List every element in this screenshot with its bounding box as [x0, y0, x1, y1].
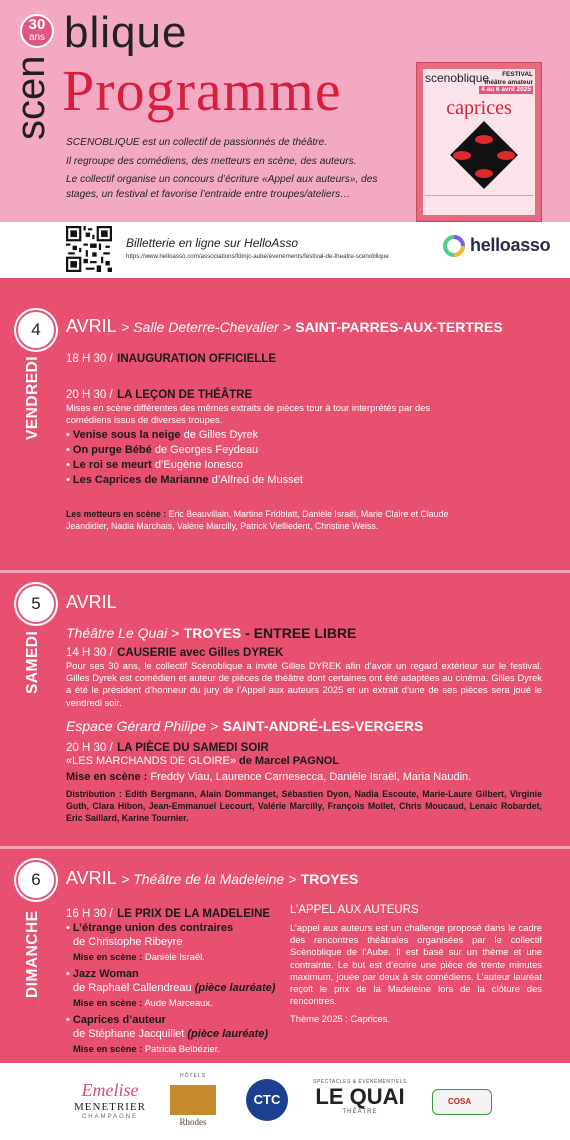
sponsor-line: SPECTACLES & ÉVÉNEMENTIELS [313, 1079, 407, 1085]
saturday-event-2 [66, 738, 269, 756]
venue-label: Théâtre Le Quai > [66, 625, 180, 641]
month-label: AVRIL [66, 592, 117, 612]
appel-description: L’appel aux auteurs est un challenge proposé dans le cadre des rencontres théâtrales organisées par le collectif Scènoblique de l’Aube. Il est basé sur un thème et une contrainte. Le but est d’écrire une pièce de trente minutes maximum, jouée par deux à six comédiens. L’auteur lauréat reçoit le prix de la Madeleine lors de la clôture des rencontres. [290, 922, 542, 1007]
badge-number: 30 [28, 16, 46, 33]
header [0, 0, 570, 222]
qr-code-icon[interactable] [66, 226, 112, 272]
theme-value: Caprices. [347, 1013, 391, 1024]
day-number-badge [16, 310, 56, 350]
sponsor-cosa-logo [428, 1073, 498, 1131]
play-author: de Stéphane Jacquillet [73, 1028, 188, 1040]
play-author: de Marcel PAGNOL [235, 755, 340, 767]
venue-label: > Salle Deterre-Chevalier > [121, 319, 291, 335]
play-author: d’Alfred de Musset [208, 474, 303, 486]
play-author: de Christophe Ribeyre [73, 936, 183, 948]
intro-line-2: Il regroupe des comédiens, des metteurs en scène, des auteurs. [66, 155, 357, 167]
day-number-badge [16, 860, 56, 900]
laureate-label: (pièce lauréate) [187, 1028, 269, 1040]
direction-label: Mise en scène : [66, 771, 148, 783]
play-item: • Le roi se meurt d’Eugène Ionesco [66, 459, 243, 471]
event-title: LA PIÈCE DU SAMEDI SOIR [117, 742, 269, 754]
play-title: «LES MARCHANDS DE GLOIRE» [66, 755, 236, 767]
page-title: Programme [62, 58, 342, 123]
town-label: SAINT-PARRES-AUX-TERTRES [295, 319, 503, 335]
saturday-header [66, 592, 117, 613]
event-time: 20 H 30 / [66, 742, 113, 754]
play-author-line [73, 982, 275, 994]
play-title: Les Caprices de Marianne [72, 474, 209, 486]
intro-line-1: SCENOBLIQUE est un collectif de passionnés de théâtre. [66, 137, 328, 148]
event-description: Pour ses 30 ans, le collectif Scènoblique a invité Gilles DYREK afin d’avoir un regard extérieur sur le festival. Gilles Dyrek est comédien et auteur de pièces de théâtre dont certaines ont été adaptées au cinéma. Gilles Dyrek a été le président d’honneur du jury de l’Appel aux auteurs 2025 et un extrait d’une de ses pièces sera joué le vendredi soir. [66, 660, 542, 708]
direction-name: Danièle Israël. [142, 951, 205, 962]
day-number: 4 [31, 320, 41, 339]
directors-label: Les metteurs en scène : [66, 509, 167, 519]
directors-names: Eric Beauvillain, Martine Fridblatt, Danièle Israël, Marie Claire et Claude Jeandidier, Nadia Marchais, Valérie Marcilly, Patrick Vielliedent, Christine Weiss. [66, 509, 449, 531]
direction-label: Mise en scène : [73, 1043, 143, 1054]
event-time: 16 H 30 / [66, 908, 113, 920]
play-item: • On purge Bébé de Georges Feydeau [66, 444, 259, 456]
poster-footer [425, 195, 533, 213]
play-title: Caprices d’auteur [72, 1014, 166, 1026]
friday-header [66, 316, 503, 337]
saturday-direction [66, 771, 471, 783]
sponsor-line: Rhodes [179, 1117, 207, 1127]
knight-icon [170, 1085, 216, 1115]
section-divider [0, 570, 570, 573]
play-title: On purge Bébé [72, 444, 152, 456]
program-section [0, 278, 570, 1063]
sponsor-line: Emelise [81, 1080, 139, 1100]
festival-poster [416, 62, 542, 222]
play-author: de Georges Feydeau [151, 444, 259, 456]
saturday-play [66, 755, 339, 767]
day-name: DIMANCHE [24, 910, 41, 998]
venue-label: Espace Gérard Philipe > [66, 718, 219, 734]
event-time: 14 H 30 / [66, 647, 113, 659]
town-label: SAINT-ANDRÉ-LES-VERGERS [222, 718, 424, 734]
play-author: d’Eugène Ionesco [151, 459, 243, 471]
ticketing-url-link[interactable]: https://www.helloasso.com/associations/fdmjc-aube/evenements/festival-de-theatre-scenoblique [126, 253, 389, 260]
play-author: de Raphaël Callendreau [73, 982, 195, 994]
play-direction [73, 951, 205, 962]
appel-title: L’APPEL AUX AUTEURS [290, 904, 419, 916]
ticketing-title: Billetterie en ligne sur HelloAsso [126, 236, 299, 250]
month-label: AVRIL [66, 868, 117, 888]
direction-name: Aude Marceaux. [142, 997, 213, 1008]
poster-festival: FESTIVAL [502, 71, 533, 78]
play-title: L’étrange union des contraires [72, 922, 234, 934]
play-title: Venise sous la neige [72, 429, 181, 441]
free-entry-label: - ENTREE LIBRE [241, 625, 357, 641]
lips-icon [453, 151, 471, 160]
sponsor-line: LE QUAI [315, 1084, 405, 1109]
play-title: Le roi se meurt [72, 459, 152, 471]
play-item: • Jazz Woman [66, 968, 139, 980]
sponsor-line: HÔTELS [179, 1073, 206, 1079]
event-title: LE PRIX DE LA MADELEINE [117, 908, 271, 920]
play-author-line [73, 1028, 268, 1040]
helloasso-logo-icon [442, 234, 466, 258]
play-item: • Venise sous la neige de Gilles Dyrek [66, 429, 259, 441]
friday-event-1 [66, 349, 276, 367]
cast-names: Edith Bergmann, Alain Dommanget, Sébastien Dyon, Nadia Escoute, Marie-Laure Gilbert, Virginie Guth, Clara Hibon, Jean-Emmanuel Lecourt, Valérie Marcilly, François Mollet, Chris Moucaud, Lenaic Robardet, Eric Saillard, Karine Tournier. [66, 789, 542, 823]
directors-list [66, 508, 486, 532]
direction-label: Mise en scène : [73, 997, 143, 1008]
play-title: Jazz Woman [72, 968, 139, 980]
direction-names: Freddy Viau, Laurence Carnesecca, Danièle Israël, Maria Naudin. [147, 771, 472, 783]
sponsor-line: MENETRIER [74, 1101, 146, 1113]
intro-line-3: Le collectif organise un concours d’écriture «Appel aux auteurs», des stages, un festival et favorise l’entraide entre troupes/ateliers… [66, 174, 378, 200]
event-time: 18 H 30 / [66, 353, 113, 365]
play-direction [73, 997, 213, 1008]
sponsor-line: CTC [246, 1079, 288, 1121]
intro-text [66, 136, 402, 206]
play-item: • L’étrange union des contraires [66, 922, 234, 934]
event-title: INAUGURATION OFFICIELLE [117, 353, 276, 365]
event-title: LA LEÇON DE THÉÂTRE [117, 389, 253, 401]
poster-subtitle: théâtre amateur [484, 78, 533, 86]
event-description: Mises en scène différentes des mêmes extraits de pièces tour à tour interprétés par des comédiens issus de diverses troupes. [66, 402, 431, 426]
laureate-label: (pièce lauréate) [194, 982, 276, 994]
sunday-header [66, 868, 358, 889]
poster-logo: scenoblique [425, 71, 490, 85]
event-guest: avec Gilles DYREK [176, 647, 284, 659]
venue-label: > Théâtre de la Madeleine > [121, 871, 297, 887]
sponsor-menetrier-logo [70, 1073, 150, 1131]
day-number: 6 [31, 870, 41, 889]
cast-label: Distribution : [66, 789, 122, 799]
saturday-venue-2 [66, 718, 423, 736]
sponsor-line: THÉÂTRE [342, 1109, 378, 1115]
section-divider [0, 846, 570, 849]
play-direction [73, 1043, 220, 1054]
lips-icon [475, 135, 493, 144]
appel-theme [290, 1013, 390, 1024]
sponsor-hotels-logo [168, 1073, 218, 1131]
poster-dates: 4 au 6 avril 2025 [481, 86, 531, 93]
sunday-event [66, 904, 270, 922]
play-item: • Caprices d’auteur [66, 1014, 166, 1026]
saturday-event-1 [66, 643, 283, 661]
play-author: de Gilles Dyrek [180, 429, 259, 441]
saturday-venue-1 [66, 625, 356, 643]
direction-label: Mise en scène : [73, 951, 143, 962]
logo-vertical-text: scen [9, 55, 53, 140]
cast-list [66, 788, 542, 824]
sponsor-le-quai-logo [312, 1073, 408, 1131]
lips-icon [497, 151, 515, 160]
poster-title: caprices [446, 97, 512, 119]
direction-name: Patricia Belbézier. [142, 1043, 220, 1054]
poster-festival-info [479, 71, 533, 94]
day-name: VENDREDI [24, 355, 41, 440]
event-time: 20 H 30 / [66, 389, 113, 401]
day-number-badge [16, 584, 56, 624]
event-title: CAUSERIE [117, 647, 177, 659]
sponsors-footer [0, 1063, 570, 1140]
friday-event-2 [66, 385, 252, 403]
month-label: AVRIL [66, 316, 117, 336]
day-name: SAMEDI [24, 630, 41, 694]
sponsor-line: CHAMPAGNE [81, 1114, 139, 1120]
helloasso-brand-link[interactable]: helloasso [470, 235, 551, 255]
town-label: TROYES [183, 625, 242, 641]
play-item: • Les Caprices de Marianne d’Alfred de Musset [66, 474, 303, 486]
day-number: 5 [31, 594, 41, 613]
lips-icon [475, 169, 493, 178]
town-label: TROYES [300, 871, 359, 887]
badge-unit: ans [28, 32, 46, 43]
ticketing-strip [0, 222, 570, 278]
sponsor-ctc-logo [244, 1073, 290, 1131]
logo-horizontal-text: blique [64, 8, 188, 57]
sponsor-line: COSA [448, 1097, 472, 1106]
theme-label: Thème 2025 : [290, 1013, 348, 1024]
anniversary-badge [20, 14, 54, 48]
